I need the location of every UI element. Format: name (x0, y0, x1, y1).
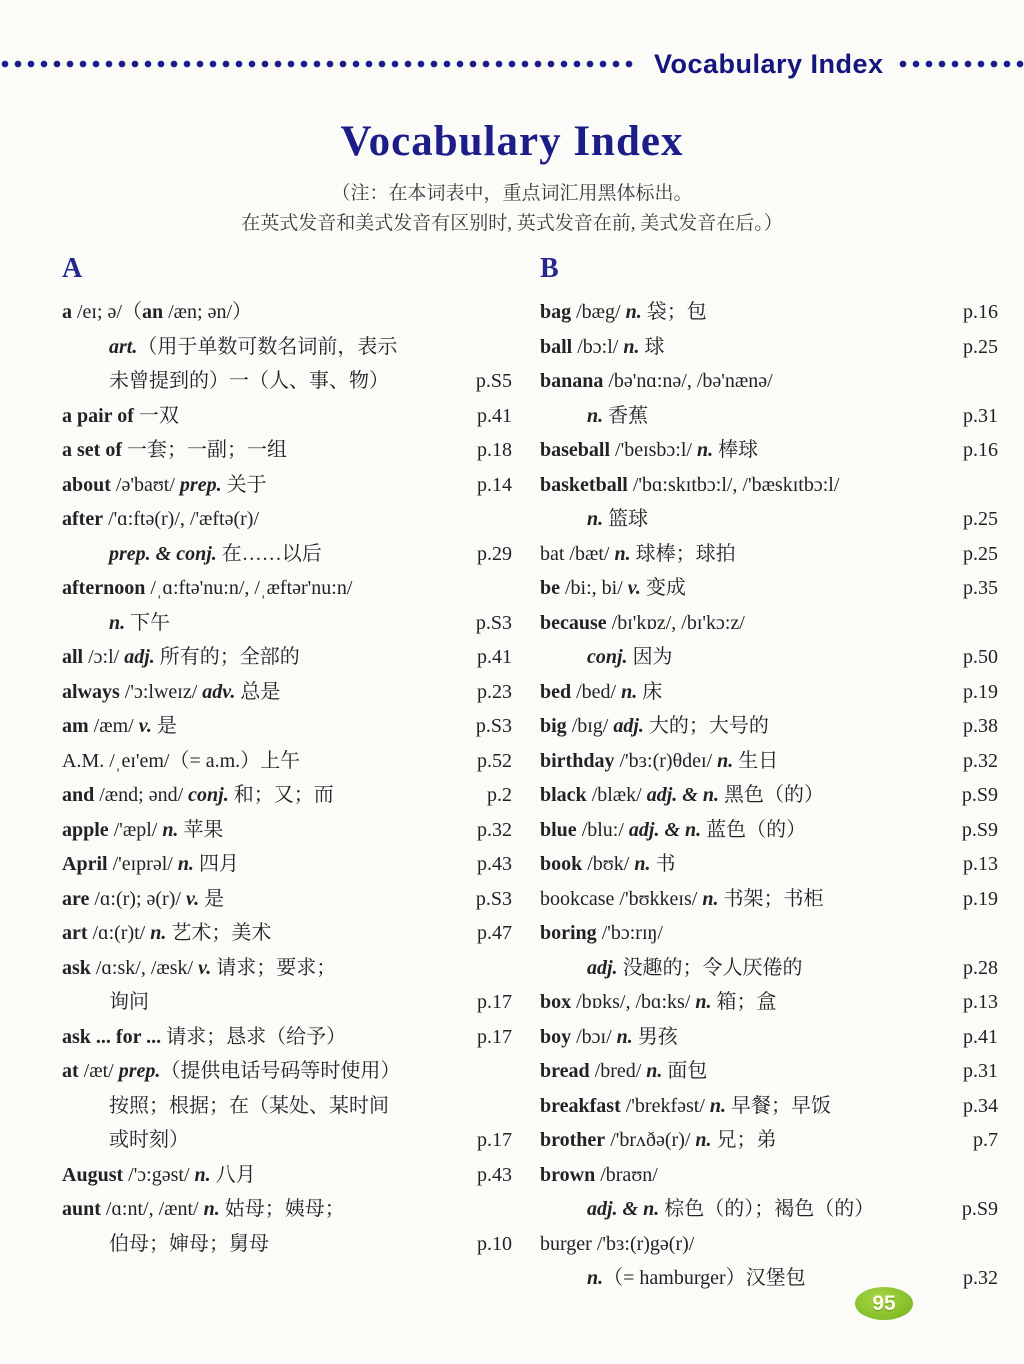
entry-text: n. 下午 (109, 611, 171, 634)
vocab-line (540, 1192, 998, 1227)
entry-text: basketball /'bɑ:skɪtbɔ:l/, /'bæskɪtbɔ:l/ (540, 473, 840, 496)
entry-text: be /bi:, bi/ v. 变成 (540, 577, 686, 599)
vocab-line (62, 399, 512, 434)
page-ref: p.29 (477, 542, 512, 565)
entry-text: baseball /'beɪsbɔ:l/ n. 棒球 (540, 439, 759, 461)
entry-text: bookcase /'bʊkkeɪs/ n. 书架；书柜 (540, 887, 824, 910)
vocab-line (540, 1054, 998, 1089)
entry-text: boring /'bɔ:rɪŋ/ (540, 922, 663, 944)
vocab-line (540, 1158, 998, 1193)
vocab-line (540, 433, 998, 468)
entry-text: April /'eɪprəl/ n. 四月 (62, 853, 239, 875)
page-ref: p.S9 (961, 1198, 998, 1220)
entry-text: black /blæk/ adj. & n. 黑色（的） (540, 784, 824, 806)
vocab-line (62, 1192, 512, 1227)
vocab-line (62, 1089, 512, 1124)
page-ref: p.2 (487, 784, 512, 806)
vocab-line (62, 364, 512, 399)
vocab-column-b (540, 252, 998, 1296)
entry-text: adj. & n. 棕色（的）；褐色（的） (587, 1198, 875, 1220)
entry-text: bag /bæg/ n. 袋；包 (540, 301, 707, 323)
page-ref: p.28 (963, 956, 998, 979)
entry-text: adj. 没趣的；令人厌倦的 (587, 956, 803, 979)
entry-text: a set of 一套；一副；一组 (62, 439, 287, 461)
entry-text: a pair of 一双 (62, 404, 179, 427)
vocab-line (62, 468, 512, 503)
vocab-line (62, 882, 512, 917)
page-ref: p.35 (963, 577, 998, 599)
page-ref: p.32 (963, 749, 998, 772)
page-ref: p.41 (963, 1025, 998, 1048)
vocab-line (540, 744, 998, 779)
vocab-line (62, 985, 512, 1020)
entry-text: ask ... for ... 请求；恳求（给予） (62, 1025, 347, 1048)
entry-text: at /æt/ prep.（提供电话号码等时使用） (62, 1060, 401, 1082)
entry-list (62, 295, 512, 1261)
page-ref: p.50 (963, 646, 998, 668)
entry-text: am /æm/ v. 是 (62, 715, 177, 737)
entry-text: aunt /ɑ:nt/, /ænt/ n. 姑母；姨母； (62, 1198, 345, 1220)
vocab-line (62, 1158, 512, 1193)
entry-text: 或时刻） (109, 1129, 189, 1151)
vocab-line (540, 916, 998, 951)
running-header (0, 48, 1024, 80)
entry-text: are /ɑ:(r); ə(r)/ v. 是 (62, 887, 225, 910)
page-ref: p.S5 (475, 370, 512, 392)
entry-text: 询问 (109, 991, 149, 1013)
section-letter: B (540, 253, 559, 284)
vocab-line (540, 606, 998, 641)
vocab-line (540, 330, 998, 365)
vocab-line (62, 330, 512, 365)
entry-text: all /ɔ:l/ adj. 所有的；全部的 (62, 646, 300, 668)
vocab-line (540, 1089, 998, 1124)
vocab-line (540, 1227, 998, 1262)
page-ref: p.25 (963, 542, 998, 565)
vocab-line (62, 951, 512, 986)
page-ref: p.S3 (475, 715, 512, 737)
entry-text: afternoon /ˌɑ:ftə'nu:n/, /ˌæftər'nu:n/ (62, 577, 353, 599)
page-ref: p.32 (963, 1267, 998, 1289)
page-number-badge: 95 (855, 1287, 913, 1320)
vocab-line (62, 571, 512, 606)
page-ref: p.25 (963, 508, 998, 530)
page-ref: p.S9 (961, 784, 998, 806)
entry-text: and /ænd; ənd/ conj. 和；又；而 (62, 784, 334, 806)
entry-text: always /'ɔ:lweɪz/ adv. 总是 (62, 680, 281, 703)
entry-text: conj. 因为 (587, 646, 673, 668)
vocab-line (62, 709, 512, 744)
page-ref: p.25 (963, 335, 998, 358)
vocab-column-a (62, 252, 512, 1261)
vocab-line (62, 675, 512, 710)
vocab-line (540, 709, 998, 744)
vocab-line (540, 985, 998, 1020)
entry-text: bed /bed/ n. 床 (540, 680, 663, 703)
page-ref: p.13 (963, 991, 998, 1013)
page-ref: p.31 (963, 404, 998, 427)
entry-text: a /eɪ; ə/（an /æn; ən/） (62, 301, 252, 323)
vocab-line (540, 778, 998, 813)
entry-text: box /bɒks/, /bɑ:ks/ n. 箱；盒 (540, 991, 777, 1013)
dotted-rule-right (898, 59, 1024, 69)
entry-text: 未曾提到的）一（人、事、物） (109, 370, 389, 392)
entry-text: n. 香蕉 (587, 404, 649, 427)
page-ref: p.41 (477, 646, 512, 668)
page-ref: p.17 (477, 1129, 512, 1151)
page-ref: p.16 (963, 439, 998, 461)
page-ref: p.19 (963, 680, 998, 703)
vocab-line (62, 295, 512, 330)
entry-text: breakfast /'brekfəst/ n. 早餐；早饭 (540, 1094, 832, 1117)
vocab-line (540, 847, 998, 882)
entry-text: because /bɪ'kɒz/, /bɪ'kɔ:z/ (540, 611, 745, 634)
vocab-line (540, 675, 998, 710)
entry-text: ball /bɔ:l/ n. 球 (540, 335, 665, 358)
running-header-label: Vocabulary Index (654, 49, 884, 79)
entry-text: brown /braʊn/ (540, 1163, 658, 1186)
entry-text: 按照；根据；在（某处、某时间 (109, 1094, 389, 1117)
dotted-rule-left (0, 59, 638, 69)
vocab-line (62, 916, 512, 951)
page-ref: p.43 (477, 853, 512, 875)
entry-text: art.（用于单数可数名词前，表示 (109, 335, 398, 358)
vocab-line (540, 882, 998, 917)
page-ref: p.23 (477, 680, 512, 703)
vocab-line (62, 1020, 512, 1055)
entry-text: after /'ɑ:ftə(r)/, /'æftə(r)/ (62, 508, 260, 530)
entry-text: birthday /'bɜ:(r)θdeɪ/ n. 生日 (540, 749, 779, 772)
vocab-line (62, 537, 512, 572)
entry-text: blue /blu:/ adj. & n. 蓝色（的） (540, 818, 807, 841)
page-ref: p.S9 (961, 818, 998, 841)
page-ref: p.47 (477, 922, 512, 944)
entry-text: n. 篮球 (587, 508, 649, 530)
vocab-line (540, 951, 998, 986)
vocab-line (62, 1123, 512, 1158)
page-ref: p.41 (477, 404, 512, 427)
vocab-line (540, 295, 998, 330)
page-ref: p.S3 (475, 887, 512, 910)
vocab-line (62, 744, 512, 779)
vocab-line (540, 640, 998, 675)
entry-list (540, 295, 998, 1296)
vocab-line (540, 537, 998, 572)
vocab-line (540, 1261, 998, 1296)
page-ref: p.31 (963, 1060, 998, 1082)
entry-text: n.（= hamburger）汉堡包 (587, 1267, 806, 1289)
entry-text: about /ə'baʊt/ prep. 关于 (62, 473, 267, 496)
vocab-line (540, 364, 998, 399)
entry-text: art /ɑ:(r)t/ n. 艺术；美术 (62, 922, 272, 944)
page-ref: p.7 (973, 1129, 998, 1151)
entry-text: apple /'æpl/ n. 苹果 (62, 818, 224, 841)
section-letter: A (62, 253, 83, 284)
page-ref: p.52 (477, 749, 512, 772)
page-ref: p.43 (477, 1163, 512, 1186)
vocab-line (62, 606, 512, 641)
note-line-2: 在英式发音和美式发音有区别时, 英式发音在前, 美式发音在后。） (241, 213, 783, 234)
vocab-line (540, 1123, 998, 1158)
page-ref: p.38 (963, 715, 998, 737)
page-ref: p.14 (477, 473, 512, 496)
page-ref: p.19 (963, 887, 998, 910)
page-ref: p.32 (477, 818, 512, 841)
entry-text: A.M. /ˌeɪ'em/（= a.m.）上午 (62, 749, 301, 772)
page-ref: p.10 (477, 1232, 512, 1255)
page-ref: p.34 (963, 1094, 998, 1117)
page-ref: p.16 (963, 301, 998, 323)
vocab-line (540, 1020, 998, 1055)
entry-text: burger /'bɜ:(r)gə(r)/ (540, 1232, 695, 1255)
entry-text: bat /bæt/ n. 球棒；球拍 (540, 542, 736, 565)
vocab-line (540, 571, 998, 606)
vocab-line (62, 847, 512, 882)
vocab-line (62, 502, 512, 537)
entry-text: book /bʊk/ n. 书 (540, 853, 676, 875)
vocab-line (62, 433, 512, 468)
page-title: Vocabulary Index (340, 118, 684, 165)
vocab-line (540, 399, 998, 434)
vocab-line (62, 813, 512, 848)
vocab-line (540, 502, 998, 537)
note-line-1: （注：在本词表中，重点词汇用黑体标出。 (331, 183, 693, 204)
page-ref: p.17 (477, 991, 512, 1013)
entry-text: big /bɪg/ adj. 大的；大号的 (540, 715, 769, 737)
entry-text: August /'ɔ:gəst/ n. 八月 (62, 1163, 256, 1186)
entry-text: prep. & conj. 在……以后 (109, 542, 322, 565)
page-ref: p.18 (477, 439, 512, 461)
entry-text: bread /bred/ n. 面包 (540, 1060, 708, 1082)
entry-text: ask /ɑ:sk/, /æsk/ v. 请求；要求； (62, 956, 337, 979)
page-ref: p.S3 (475, 611, 512, 634)
vocab-line (62, 1227, 512, 1262)
entry-text: 伯母；婶母；舅母 (109, 1232, 269, 1255)
entry-text: banana /bə'nɑ:nə/, /bə'nænə/ (540, 370, 773, 392)
vocab-line (62, 640, 512, 675)
page-ref: p.13 (963, 853, 998, 875)
page-ref: p.17 (477, 1025, 512, 1048)
entry-text: brother /'brʌðə(r)/ n. 兄；弟 (540, 1129, 777, 1151)
vocab-line (540, 468, 998, 503)
vocab-line (62, 778, 512, 813)
vocab-line (540, 813, 998, 848)
vocab-line (62, 1054, 512, 1089)
entry-text: boy /bɔɪ/ n. 男孩 (540, 1025, 678, 1048)
